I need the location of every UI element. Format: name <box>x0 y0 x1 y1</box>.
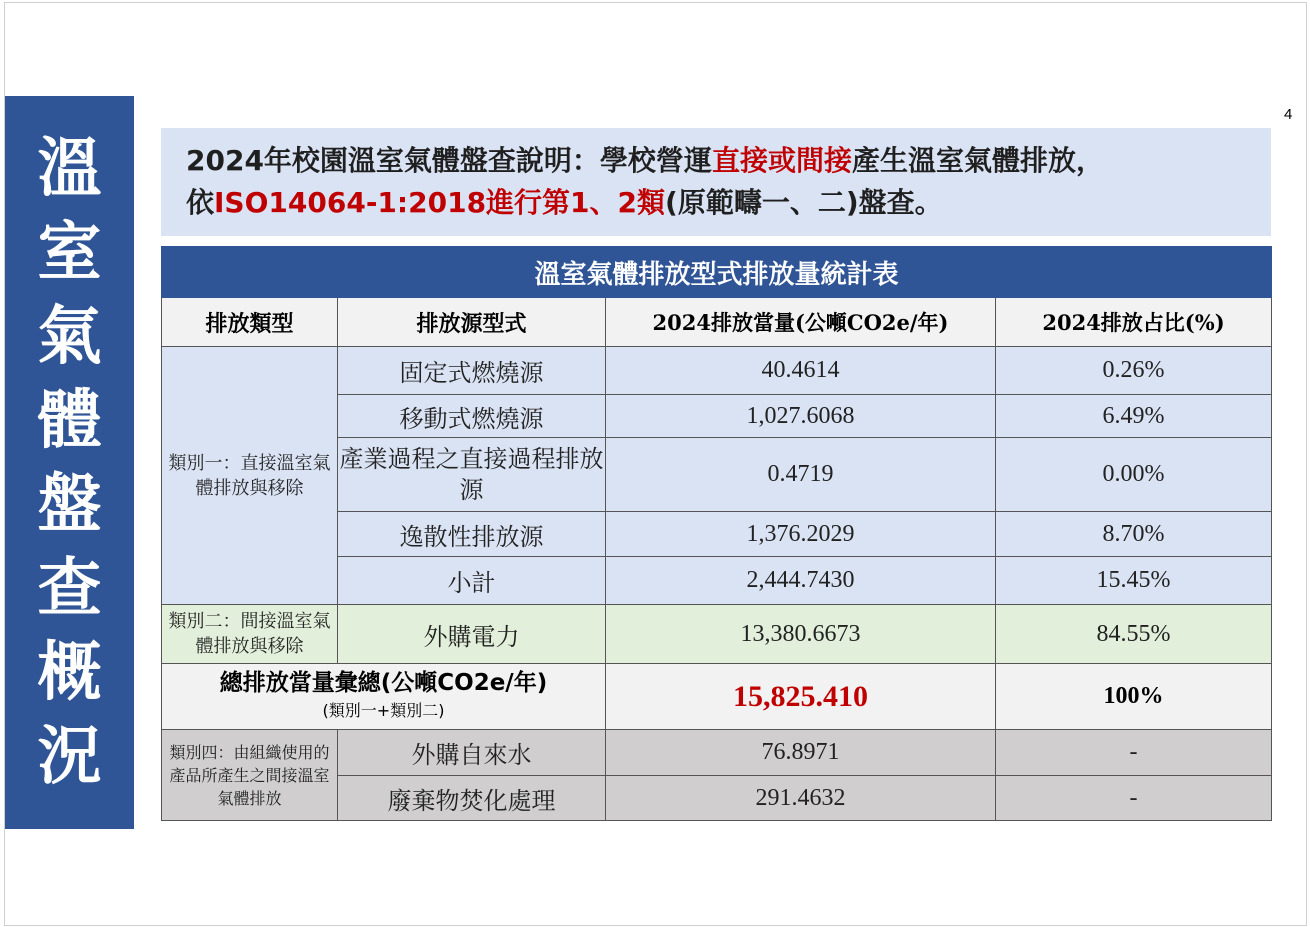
text-segment: 產生溫室氣體排放， <box>851 144 1104 177</box>
subtotal-pct: 15.45% <box>996 557 1272 605</box>
category-2-label: 類別二：間接溫室氣體排放與移除 <box>162 605 338 664</box>
pct-cell: - <box>996 776 1272 821</box>
category-4-label: 類別四：由組織使用的產品所產生之間接溫室氣體排放 <box>162 730 338 821</box>
side-title <box>5 96 134 829</box>
header-emission-share: 2024排放占比(%) <box>996 298 1272 347</box>
text-segment: 依 <box>186 186 215 219</box>
source-cell: 外購自來水 <box>338 730 606 776</box>
pct-cell: 8.70% <box>996 512 1272 557</box>
side-title-char: 室 <box>37 215 102 290</box>
table-row <box>162 605 1272 664</box>
header-source-type: 排放源型式 <box>338 298 606 347</box>
description-text <box>186 140 1266 224</box>
text-segment: (原範疇一、二)盤查。 <box>665 186 943 219</box>
pct-cell: 0.26% <box>996 347 1272 395</box>
source-cell: 移動式燃燒源 <box>338 395 606 438</box>
value-cell: 1,027.6068 <box>606 395 996 438</box>
source-cell: 外購電力 <box>338 605 606 664</box>
category-1-label: 類別一：直接溫室氣體排放與移除 <box>162 347 338 605</box>
value-cell: 1,376.2029 <box>606 512 996 557</box>
description-line-1 <box>186 140 1266 182</box>
subtotal-label: 小計 <box>338 557 606 605</box>
text-segment: 2024年校園溫室氣體盤查說明：學校營運 <box>186 144 712 177</box>
subtotal-value: 2,444.7430 <box>606 557 996 605</box>
source-cell: 逸散性排放源 <box>338 512 606 557</box>
side-title-char: 查 <box>37 551 102 626</box>
highlight-text: 直接或間接 <box>711 144 852 177</box>
value-cell: 40.4614 <box>606 347 996 395</box>
side-title-char: 氣 <box>37 299 102 374</box>
pct-cell: 6.49% <box>996 395 1272 438</box>
table-row <box>162 347 1272 395</box>
pct-cell: 0.00% <box>996 438 1272 512</box>
value-cell: 291.4632 <box>606 776 996 821</box>
total-row <box>162 664 1272 730</box>
value-cell: 0.4719 <box>606 438 996 512</box>
header-emission-type: 排放類型 <box>162 298 338 347</box>
highlight-text: ISO14064-1:2018進行第1、2類 <box>214 186 666 219</box>
emission-stats-table <box>161 246 1272 821</box>
source-cell: 產業過程之直接過程排放源 <box>338 438 606 512</box>
side-title-char: 概 <box>37 635 102 710</box>
table-title: 溫室氣體排放型式排放量統計表 <box>162 247 1272 298</box>
description-line-2 <box>186 182 1266 224</box>
page-number: 4 <box>1284 106 1293 123</box>
side-title-char: 體 <box>37 383 102 458</box>
side-title-char: 況 <box>37 719 102 794</box>
pct-cell: 84.55% <box>996 605 1272 664</box>
total-value: 15,825.410 <box>606 664 996 730</box>
total-sublabel: (類別一+類別二) <box>322 700 445 720</box>
total-pct: 100% <box>996 664 1272 730</box>
value-cell: 76.8971 <box>606 730 996 776</box>
side-title-char: 盤 <box>37 467 102 542</box>
value-cell: 13,380.6673 <box>606 605 996 664</box>
side-title-char: 溫 <box>37 131 102 206</box>
source-cell: 固定式燃燒源 <box>338 347 606 395</box>
pct-cell: - <box>996 730 1272 776</box>
table-header-row <box>162 298 1272 347</box>
total-label-cell <box>162 664 606 730</box>
header-emission-amount: 2024排放當量(公噸CO2e/年) <box>606 298 996 347</box>
table-row <box>162 730 1272 776</box>
total-label: 總排放當量彙總(公噸CO2e/年) <box>219 669 548 696</box>
source-cell: 廢棄物焚化處理 <box>338 776 606 821</box>
